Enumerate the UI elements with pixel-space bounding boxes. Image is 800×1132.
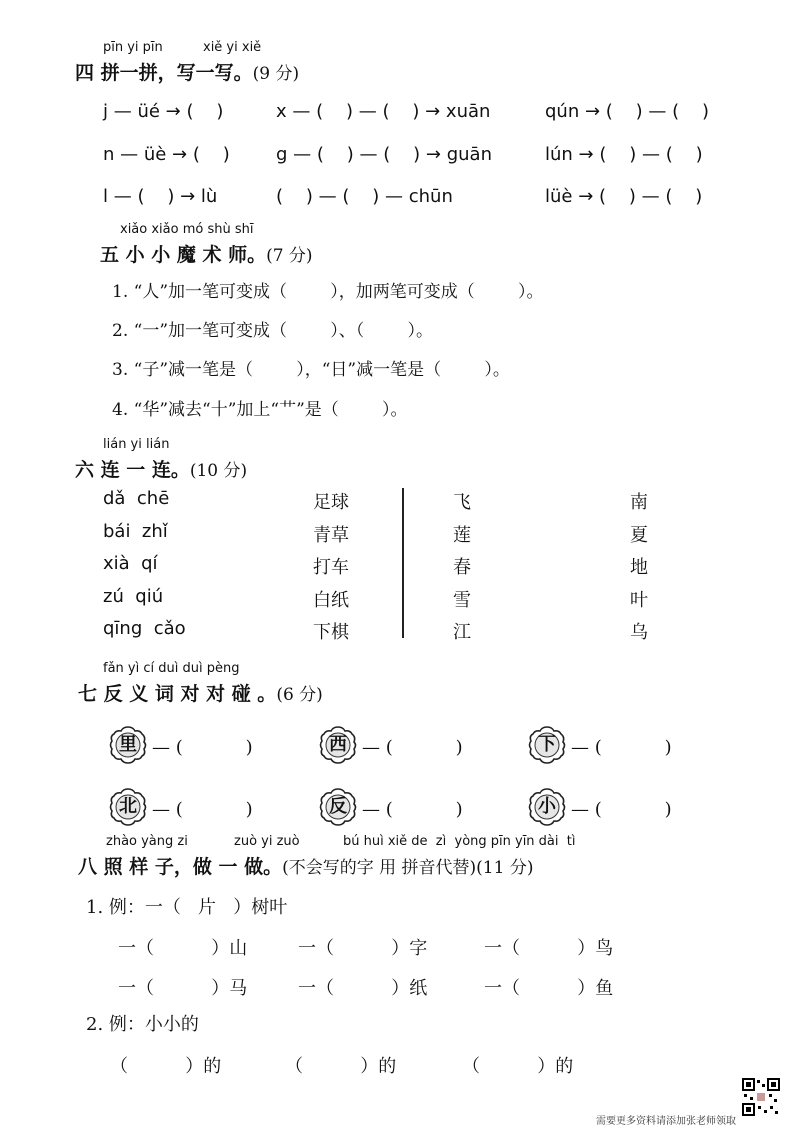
s6-pinyin-5: qīng cǎo <box>103 618 186 639</box>
s6-char-a-5: 江 <box>453 622 471 643</box>
s6-word-5: 下棋 <box>313 622 349 643</box>
antonym-badge-xiao <box>527 787 567 827</box>
section4-title: 四 拼一拼，写一写。(9 分) <box>75 62 300 84</box>
antonym-char: 西 <box>329 734 347 755</box>
s6-pinyin-4: zú qiú <box>103 586 164 607</box>
s8-q2-c1: （ ）的 <box>110 1056 222 1077</box>
antonym-badge-li <box>108 725 148 765</box>
s6-char-b-2: 夏 <box>630 525 648 546</box>
s8-q1-example: 1. 例：一（ 片 ）树叶 <box>86 897 288 918</box>
s4-r2-c2: g — ( ) — ( ) → guān <box>276 144 492 165</box>
section4-score: (9 分) <box>252 64 300 84</box>
s8-q2-c2: （ ）的 <box>285 1056 397 1077</box>
s6-char-a-2: 莲 <box>453 525 471 546</box>
s5-item-4: 4. “华”减去“十”加上“艹”是（ ）。 <box>112 400 408 420</box>
s6-word-3: 打车 <box>313 557 349 578</box>
antonym-char: 里 <box>119 734 137 755</box>
section4-pinyin-a: pīn yi pīn <box>103 40 163 55</box>
antonym-char: 下 <box>538 734 556 755</box>
antonym-blank-6[interactable]: — ( ) <box>571 799 672 820</box>
s6-word-1: 足球 <box>313 492 349 513</box>
divider-line <box>402 488 404 638</box>
s6-word-2: 青草 <box>313 525 349 546</box>
antonym-char: 小 <box>538 796 556 817</box>
s4-r1-c1: j — üé → ( ) <box>103 101 224 122</box>
antonym-badge-xi <box>318 725 358 765</box>
antonym-badge-bei <box>108 787 148 827</box>
s6-char-b-3: 地 <box>630 557 648 578</box>
s6-pinyin-1: dǎ chē <box>103 488 170 509</box>
antonym-blank-3[interactable]: — ( ) <box>571 737 672 758</box>
s6-pinyin-3: xià qí <box>103 553 158 574</box>
s4-r3-c1: l — ( ) → lù <box>103 186 218 207</box>
section5-score: (7 分) <box>266 246 313 266</box>
s4-r1-c2: x — ( ) — ( ) → xuān <box>276 101 491 122</box>
section7-title: 七 反 义 词 对 对 碰 。(6 分) <box>78 683 323 705</box>
antonym-blank-2[interactable]: — ( ) <box>362 737 463 758</box>
section8-pinyin-a: zhào yàng zi <box>106 834 188 849</box>
section8-pinyin-c: bú huì xiě de zì yòng pīn yīn dài tì <box>343 834 576 849</box>
antonym-char: 北 <box>119 796 137 817</box>
s8-q2-example: 2. 例：小小的 <box>86 1014 199 1035</box>
s6-char-a-4: 雪 <box>453 590 471 611</box>
section6-score: (10 分) <box>189 461 248 481</box>
antonym-badge-fan <box>318 787 358 827</box>
antonym-char: 反 <box>329 796 347 817</box>
s6-pinyin-2: bái zhǐ <box>103 521 168 542</box>
antonym-blank-1[interactable]: — ( ) <box>152 737 253 758</box>
section5-pinyin: xiǎo xiǎo mó shù shī <box>120 222 254 237</box>
section8-note: (不会写的字 用 拼音代替) <box>282 858 477 878</box>
section8-score: (11 分) <box>476 858 534 878</box>
section6-title: 六 连 一 连。(10 分) <box>75 459 248 481</box>
s4-r1-c3: qún → ( ) — ( ) <box>545 101 710 122</box>
section8-pinyin-b: zuò yi zuò <box>234 834 300 849</box>
section6-pinyin: lián yi lián <box>103 437 170 452</box>
s6-char-b-1: 南 <box>630 492 648 513</box>
s8-q1-r2-c3: 一（ ）鱼 <box>484 978 614 999</box>
s8-q1-r1-c2: 一（ ）字 <box>298 938 428 959</box>
s6-char-a-1: 飞 <box>453 492 471 513</box>
qr-code-icon <box>742 1078 780 1116</box>
s6-char-b-4: 叶 <box>630 590 648 611</box>
section7-pinyin: fǎn yì cí duì duì pèng <box>103 661 240 676</box>
section4-pinyin-b: xiě yi xiě <box>203 40 262 55</box>
s6-char-a-3: 春 <box>453 557 471 578</box>
antonym-blank-5[interactable]: — ( ) <box>362 799 463 820</box>
s5-item-1: 1. “人”加一笔可变成（ ），加两笔可变成（ ）。 <box>112 282 544 302</box>
s4-r2-c1: n — üè → ( ) <box>103 144 230 165</box>
footer-text: 需要更多资料请添加张老师领取 <box>596 1116 736 1127</box>
s8-q1-r2-c1: 一（ ）马 <box>118 978 248 999</box>
section7-score: (6 分) <box>276 685 323 705</box>
s8-q1-r1-c1: 一（ ）山 <box>118 938 248 959</box>
s4-r2-c3: lún → ( ) — ( ) <box>545 144 703 165</box>
s4-r3-c2: ( ) — ( ) — chūn <box>276 186 453 207</box>
s8-q1-r2-c2: 一（ ）纸 <box>298 978 428 999</box>
s8-q1-r1-c3: 一（ ）鸟 <box>484 938 614 959</box>
section5-title: 五 小 小 魔 术 师。(7 分) <box>100 244 313 266</box>
s6-char-b-5: 乌 <box>630 622 648 643</box>
antonym-badge-xia <box>527 725 567 765</box>
s4-r3-c3: lüè → ( ) — ( ) <box>545 186 703 207</box>
antonym-blank-4[interactable]: — ( ) <box>152 799 253 820</box>
s5-item-2: 2. “一”加一笔可变成（ ）、（ ）。 <box>112 321 433 341</box>
section8-title: 八 照 样 子，做 一 做。(不会写的字 用 拼音代替)(11 分) <box>78 856 534 878</box>
s8-q2-c3: （ ）的 <box>462 1056 574 1077</box>
s6-word-4: 白纸 <box>313 590 349 611</box>
s5-item-3: 3. “子”减一笔是（ ），“日”减一笔是（ ）。 <box>112 360 510 380</box>
